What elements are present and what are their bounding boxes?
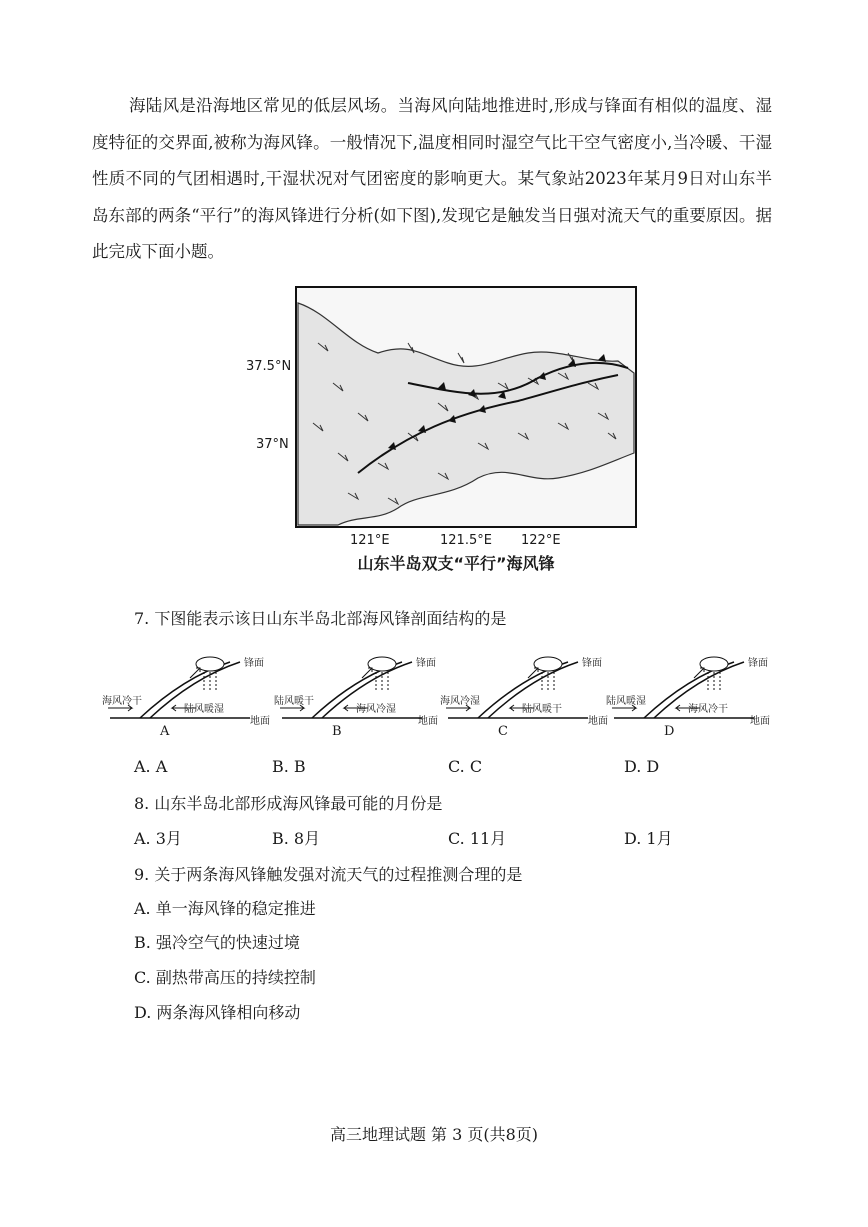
lat-label: 37°N: [256, 437, 289, 452]
right-air-label: 海风冷湿: [356, 704, 396, 715]
lon-label: 121.5°E: [440, 533, 492, 548]
front-label: 锋面: [244, 658, 264, 669]
diagram-b: [272, 650, 450, 745]
ground-label: 地面: [588, 716, 608, 727]
front-label: 锋面: [748, 658, 768, 669]
left-air-label: 陆风暖干: [274, 696, 314, 707]
option-c[interactable]: C. 11月: [448, 829, 507, 848]
intro-passage: [92, 88, 772, 271]
intro-text: 海陆风是沿海地区常见的低层风场。当海风向陆地推进时,形成与锋面有相似的温度、湿度特征的交界面,被称为海风锋。一般情况下,温度相同时湿空气比干空气密度小,当冷暖、干湿性质不同的气团相遇时,干湿状况对气团密度的影响更大。某气象站2023年某月9日对山东半岛东部的两条“平行”的海风锋进行分析(如下图),发现它是触发当日强对流天气的重要原因。据此完成下面小题。: [92, 96, 772, 261]
page-footer: 高三地理试题 第 3 页(共8页): [329, 1125, 539, 1144]
diagram-letter: C: [498, 724, 508, 739]
diagram-letter: A: [160, 724, 170, 739]
shandong-map: [238, 283, 638, 528]
question-7-stem: 7. 下图能表示该日山东半岛北部海风锋剖面结构的是: [134, 609, 507, 628]
option-c[interactable]: C. C: [448, 757, 483, 776]
right-air-label: 海风冷干: [688, 704, 728, 715]
left-air-label: 海风冷干: [102, 696, 142, 707]
option-b[interactable]: B. 8月: [272, 829, 321, 848]
option-a[interactable]: A. 3月: [134, 829, 182, 848]
diagram-c: [438, 650, 616, 745]
option-d[interactable]: D. 两条海风锋相向移动: [134, 1003, 301, 1022]
ground-label: 地面: [750, 716, 770, 727]
ground-label: 地面: [418, 716, 438, 727]
lat-label: 37.5°N: [246, 359, 292, 374]
option-a[interactable]: A. A: [134, 757, 168, 776]
left-air-label: 海风冷湿: [440, 696, 480, 707]
option-d[interactable]: D. D: [624, 757, 660, 776]
diagram-letter: B: [332, 724, 342, 739]
map-caption: 山东半岛双支“平行”海风锋: [357, 554, 555, 573]
left-air-label: 陆风暖湿: [606, 696, 646, 707]
diagram-a: [100, 650, 278, 745]
question-8-stem: 8. 山东半岛北部形成海风锋最可能的月份是: [134, 794, 443, 813]
lon-label: 121°E: [350, 533, 390, 548]
right-air-label: 陆风暖湿: [184, 704, 224, 715]
diagram-d: [604, 650, 782, 745]
map-figure: [238, 283, 658, 583]
diagram-letter: D: [664, 724, 675, 739]
option-c[interactable]: C. 副热带高压的持续控制: [134, 968, 316, 987]
right-air-label: 陆风暖干: [522, 704, 562, 715]
option-b[interactable]: B. B: [272, 757, 306, 776]
option-b[interactable]: B. 强冷空气的快速过境: [134, 933, 300, 952]
front-label: 锋面: [582, 658, 602, 669]
option-d[interactable]: D. 1月: [624, 829, 673, 848]
option-a[interactable]: A. 单一海风锋的稳定推进: [134, 899, 316, 918]
front-label: 锋面: [416, 658, 436, 669]
lon-label: 122°E: [521, 533, 561, 548]
ground-label: 地面: [250, 716, 270, 727]
question-9-stem: 9. 关于两条海风锋触发强对流天气的过程推测合理的是: [134, 865, 523, 884]
